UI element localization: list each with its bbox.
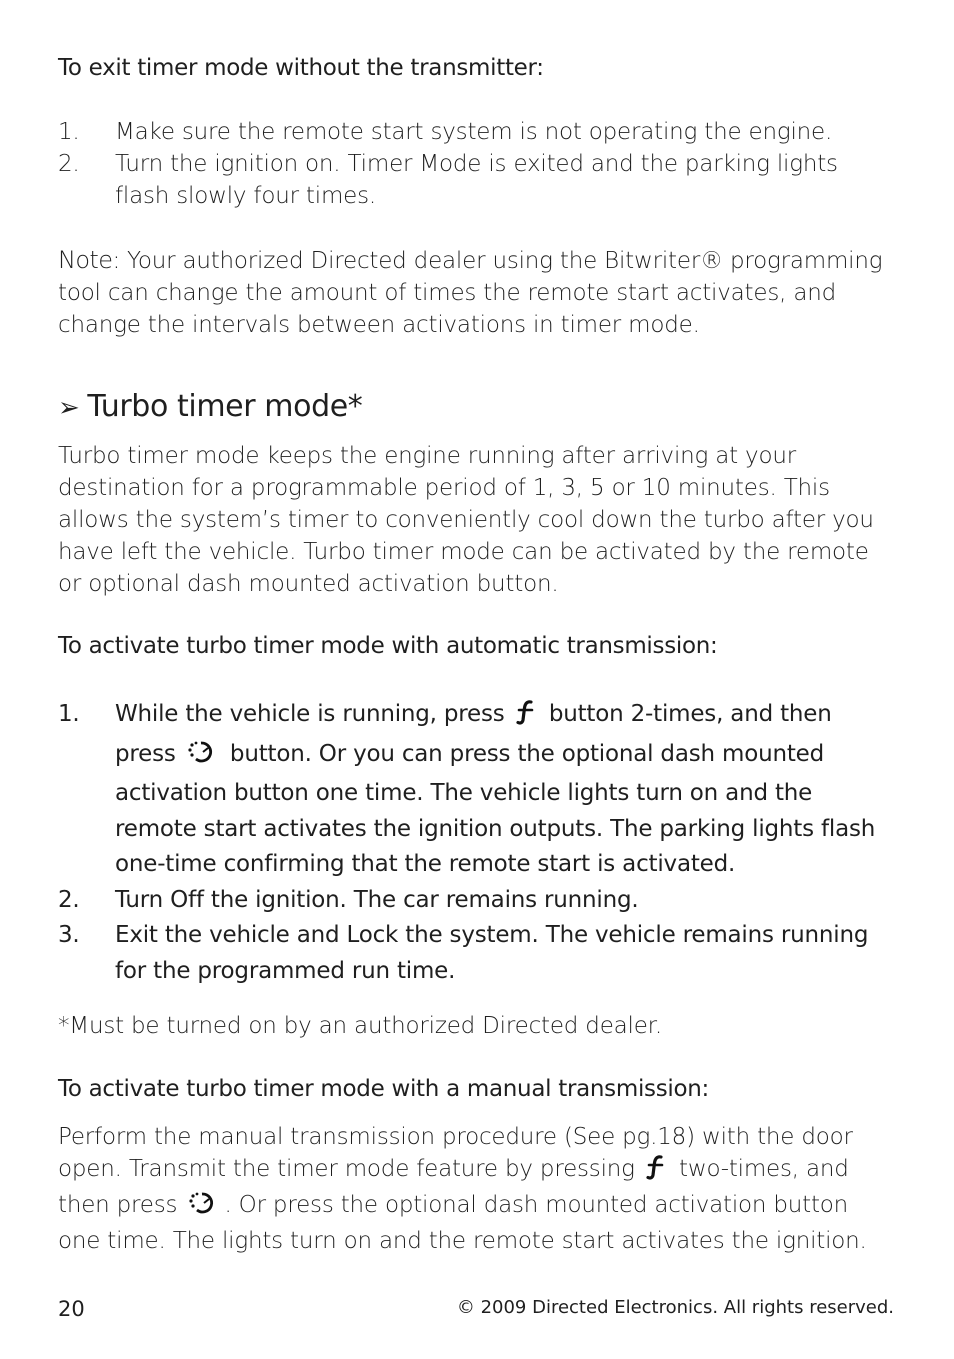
step-text-part3: button. Or you can press the optional dash mounted activation button one time. The vehicle lights turn on and the remote start activates the ignition outputs. The parking lights flash one-time confirming that the remote start is activated.: [115, 740, 876, 877]
auto-transmission-heading: To activate turbo timer mode with automatic transmission:: [58, 633, 718, 659]
function-f-icon: [646, 1154, 668, 1189]
section-title: [58, 389, 894, 426]
section-title-text: Turbo timer mode*: [87, 389, 363, 424]
list-item: [58, 116, 894, 148]
step-text: Make sure the remote start system is not operating the engine.: [115, 119, 833, 145]
step-text-part1: While the vehicle is running, press: [115, 701, 505, 727]
function-f-icon: [516, 699, 538, 737]
manual-text-part1: Perform the manual transmission procedure (See pg.18) with the door open. Transmit the timer mode feature by pressing: [58, 1124, 853, 1182]
note-text: Your authorized Directed dealer using the Bitwriter® programming tool can change the amount of times the remote start activates, and change the intervals between activations in timer mode.: [58, 248, 883, 338]
turbo-intro-paragraph: Turbo timer mode keeps the engine running after arriving at your destination for a programmable period of 1, 3, 5 or 10 minutes. This allows the system’s timer to conveniently cool down the turbo after you have left the vehicle. Turbo timer mode can be activated by the remote or optional dash mounted activation button.: [58, 443, 874, 597]
auto-steps-list: [58, 697, 894, 989]
manual-text-part2: two-times, and then press: [58, 1156, 849, 1218]
arrow-bullet-icon: ➢: [58, 393, 80, 423]
manual-text-part3: . Or press the optional dash mounted activation button one time. The lights turn on and the remote start activates the ignition.: [58, 1192, 867, 1254]
step-text-part2: button 2-times, and then press: [115, 701, 832, 767]
exit-timer-heading: To exit timer mode without the transmitter:: [58, 55, 544, 81]
manual-transmission-heading: To activate turbo timer mode with a manual transmission:: [58, 1076, 709, 1102]
step-number: 1.: [58, 701, 80, 727]
list-item: [58, 697, 894, 883]
page-number: 20: [58, 1297, 85, 1321]
step-number: 2.: [58, 886, 80, 913]
list-item: [58, 918, 894, 989]
step-text: Turn the ignition on. Timer Mode is exited and the parking lights flash slowly four times.: [115, 151, 838, 209]
remote-start-icon: [188, 1190, 220, 1225]
copyright-notice: © 2009 Directed Electronics. All rights reserved.: [456, 1297, 894, 1318]
step-number: 1.: [58, 119, 80, 145]
manual-paragraph: [58, 1121, 894, 1257]
step-number: 3.: [58, 922, 80, 948]
step-number: 2.: [58, 151, 80, 177]
list-item: [58, 883, 894, 919]
exit-steps-list: [58, 116, 894, 212]
step-text: Turn Off the ignition. The car remains running.: [115, 886, 639, 913]
remote-start-icon: [187, 739, 219, 777]
note-paragraph: [58, 244, 894, 341]
note-label: Note:: [58, 246, 120, 274]
list-item: [58, 148, 894, 212]
footnote: *Must be turned on by an authorized Directed dealer.: [58, 1013, 662, 1039]
step-text: Exit the vehicle and Lock the system. The vehicle remains running for the programmed run time.: [115, 922, 869, 984]
